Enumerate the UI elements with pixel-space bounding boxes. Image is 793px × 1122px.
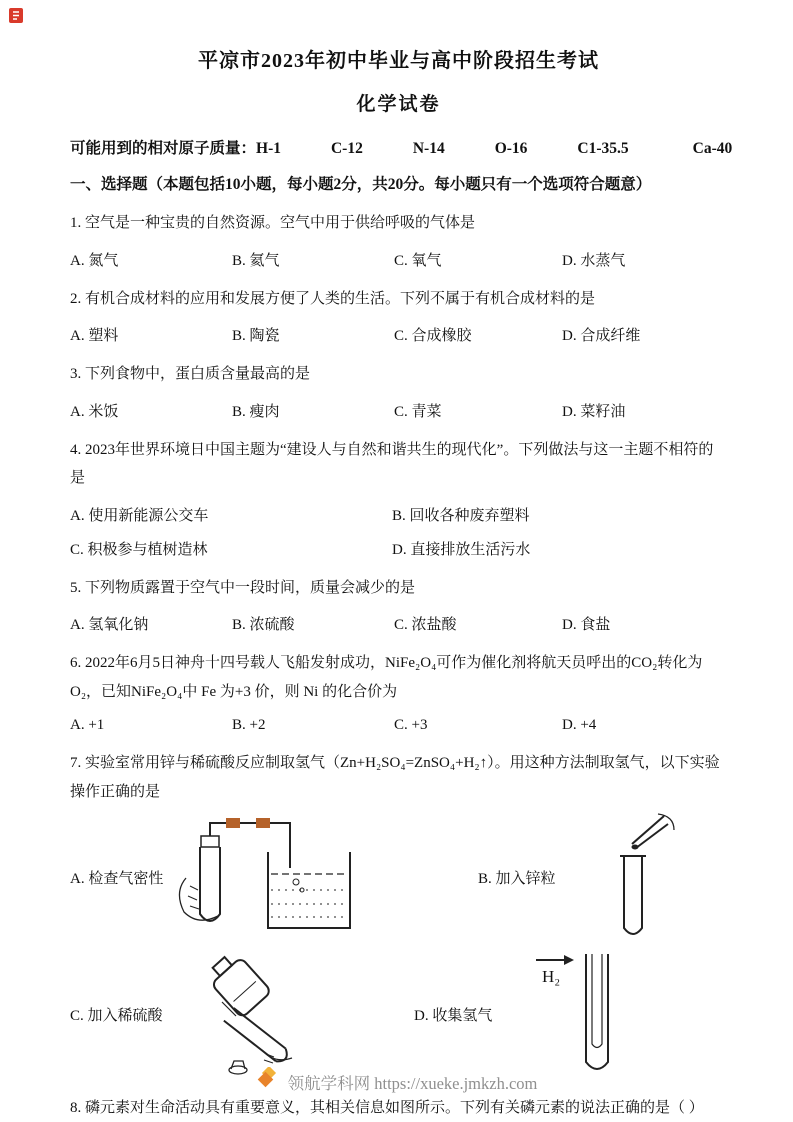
question-2-options [70,324,727,345]
q5-option-c: C. 浓盐酸 [394,617,457,633]
q5-option-a: A. 氢氧化钠 [70,617,149,633]
question-3-options [70,400,727,421]
red-bookmark-icon[interactable] [9,8,23,28]
question-3-text: 3. 下列食物中，蛋白质含量最高的是 [70,366,311,382]
q7-option-c-label: C. 加入稀硫酸 [70,1007,163,1024]
question-2-text: 2. 有机合成材料的应用和发展方便了人类的生活。下列不属于有机合成材料的是 [70,290,596,307]
atomic-mass-h: H-1 [256,140,281,157]
xueke-logo-icon [256,1067,280,1096]
atomic-mass-o: O-16 [494,140,528,157]
q3-option-a: A. 米饭 [70,403,119,420]
q2-option-a: A. 塑料 [70,328,119,344]
q3-option-d: D. 菜籽油 [562,403,626,420]
q4-option-d: D. 直接排放生活污水 [392,541,531,558]
atomic-mass-ca: Ca-40 [692,140,733,157]
atomic-mass-cl: C1-35.5 [577,140,629,157]
q7-option-b-label: B. 加入锌粒 [478,870,556,887]
q6-option-d: D. +4 [562,717,597,733]
airtightness-check-apparatus-image [168,816,378,938]
q4-option-c: C. 积极参与植树造林 [70,541,208,558]
q2-option-b: B. 陶瓷 [232,328,280,344]
q2-option-c: C. 合成橡胶 [394,328,472,344]
question-7-text: 7. 实验室常用锌与稀硫酸反应制取氢气（Zn+H₂SO₄=ZnSO₄+H₂↑）。用这种方法制取氢气，以下实验操作正确的是 [70,755,720,800]
collect-hydrogen-image [530,948,626,1080]
q1-option-b: B. 氦气 [232,252,280,269]
question-1-options [70,249,727,270]
question-8-text: 8. 磷元素对生命活动具有重要意义，其相关信息如图所示。下列有关磷元素的说法正确的是（ ） [70,1100,704,1116]
question-4-options [70,504,727,559]
q2-option-d: D. 合成纤维 [562,328,641,344]
q5-option-d: D. 食盐 [562,617,611,633]
q7-figure-row-2 [70,948,727,1080]
question-1-text: 1. 空气是一种宝贵的自然资源。空气中用于供给呼吸的气体是 [70,215,476,231]
q3-option-b: B. 瘦肉 [232,403,280,420]
question-6-text: 6. 2022年6月5日神舟十四号载人飞船发射成功，NiFe₂O₄可作为催化剂将航天员呼出的CO₂转化为O₂，已知NiFe₂O₄中 Fe 为+3 价，则 Ni 的化合价为 [70,655,703,700]
q5-option-b: B. 浓硫酸 [232,617,295,633]
question-4-text: 4. 2023年世界环境日中国主题为“建设人与自然和谐共生的现代化”。下列做法与这一主题不相符的是 [70,441,714,486]
exam-title: 平凉市2023年初中毕业与高中阶段招生考试 [198,50,599,72]
atomic-mass-n: N-14 [412,140,445,157]
h2-gas-label: H₂ [542,967,561,986]
question-5-text: 5. 下列物质露置于空气中一段时间，质量会减少的是 [70,579,416,596]
exam-subtitle: 化学试卷 [356,94,441,115]
q7-figure-row-1 [70,812,727,942]
q3-option-c: C. 青菜 [394,403,442,420]
pour-dilute-acid-image [166,950,326,1078]
atomic-mass-c: C-12 [330,140,363,157]
q4-option-b: B. 回收各种废弃塑料 [392,507,530,524]
q1-option-c: C. 氧气 [394,252,442,269]
section-1-heading: 一、选择题（本题包括10小题，每小题2分，共20分。每小题只有一个选项符合题意） [70,176,652,193]
watermark-text: 领航学科网 https://xueke.jmkzh.com [287,1073,538,1093]
q6-option-b: B. +2 [232,717,266,733]
atomic-masses-label: 可能用到的相对原子质量： [70,140,257,157]
q1-option-a: A. 氮气 [70,252,119,269]
q7-option-a-label: A. 检查气密性 [70,870,164,887]
q4-option-a: A. 使用新能源公交车 [70,507,209,524]
question-5-options [70,613,727,634]
q7-option-d-label: D. 收集氢气 [414,1007,493,1024]
question-6-options [70,717,727,734]
q6-option-a: A. +1 [70,717,105,733]
add-zinc-granules-image [594,812,686,942]
atomic-masses-line [70,136,733,158]
q1-option-d: D. 水蒸气 [562,252,626,269]
q6-option-c: C. +3 [394,717,428,733]
watermark-footer [0,1067,793,1096]
